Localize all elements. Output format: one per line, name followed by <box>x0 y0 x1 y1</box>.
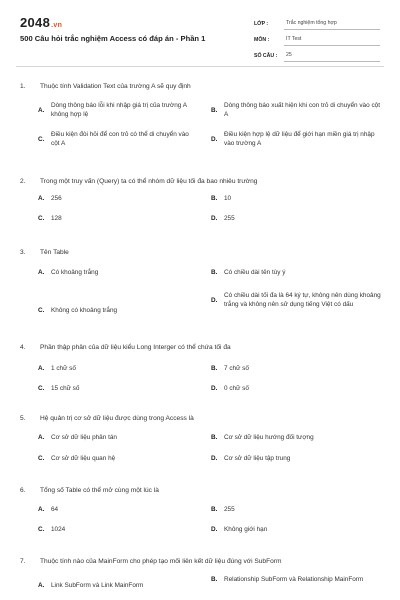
question-text: Trong một truy vấn (Query) ta có thể nhóm dữ liệu tối đa bao nhiêu trường <box>40 178 258 185</box>
option-letter: B. <box>211 365 218 372</box>
option-b[interactable] <box>211 433 383 442</box>
option-d[interactable] <box>211 214 383 223</box>
question-header <box>20 177 382 186</box>
option-c[interactable] <box>38 130 198 148</box>
option-text: 256 <box>51 195 62 202</box>
option-letter: C. <box>38 135 45 143</box>
option-text: Link SubForm và Link MainForm <box>51 582 144 589</box>
question-item <box>20 414 382 469</box>
question-item <box>20 557 382 596</box>
document-title: 500 Câu hỏi trắc nghiệm Access có đáp án - Phần 1 <box>20 34 206 43</box>
option-letter: C. <box>38 385 45 392</box>
question-number: 2. <box>20 178 26 185</box>
option-letter: A. <box>38 195 45 202</box>
meta-row-class <box>254 14 380 30</box>
document-meta <box>254 14 380 62</box>
option-d[interactable] <box>211 130 383 148</box>
option-a[interactable] <box>38 433 198 442</box>
option-text: 15 chữ số <box>51 385 80 392</box>
meta-value: Trắc nghiệm tổng hợp <box>284 20 380 30</box>
question-number: 6. <box>20 487 26 494</box>
question-header <box>20 82 382 91</box>
option-letter: A. <box>38 269 45 276</box>
document-header <box>0 0 400 66</box>
option-text: 1 chữ số <box>51 365 76 372</box>
option-letter: C. <box>38 307 45 314</box>
option-text: 255 <box>224 215 235 222</box>
option-text: Dòng thông báo xuất hiện khi con trỏ di chuyển vào cột A <box>224 102 380 118</box>
option-c[interactable] <box>38 384 198 393</box>
option-b[interactable] <box>211 101 383 119</box>
option-text: Cơ sở dữ liệu tập trung <box>224 455 291 462</box>
option-text: 10 <box>224 195 232 202</box>
options-grid <box>20 358 382 398</box>
option-d[interactable] <box>211 525 383 534</box>
question-header <box>20 486 382 495</box>
option-text: Có khoảng trắng <box>51 269 99 276</box>
option-text: Có chiều dài tên tùy ý <box>224 269 286 276</box>
question-number: 7. <box>20 558 26 565</box>
option-a[interactable] <box>38 505 198 514</box>
meta-value: IT Test <box>284 36 380 46</box>
option-a[interactable] <box>38 194 198 203</box>
question-item <box>20 343 382 398</box>
meta-value: 25 <box>284 52 380 62</box>
option-letter: C. <box>38 526 45 533</box>
question-header <box>20 414 382 423</box>
question-number: 1. <box>20 83 26 90</box>
option-text: Cơ sở dữ liệu quan hệ <box>51 455 116 462</box>
option-d[interactable] <box>211 291 383 309</box>
meta-row-subject <box>254 30 380 46</box>
option-letter: B. <box>211 269 218 276</box>
question-text: Phần thập phân của dữ liệu kiểu Long Interger có thể chứa tối đa <box>40 344 231 351</box>
option-c[interactable] <box>38 525 198 534</box>
option-text: Điều kiện đòi hỏi để con trỏ có thể di chuyển vào cột A <box>51 131 189 147</box>
options-grid <box>20 97 382 157</box>
question-header <box>20 343 382 352</box>
option-text: 255 <box>224 506 235 513</box>
question-item <box>20 177 382 232</box>
option-c[interactable] <box>38 214 198 223</box>
option-letter: D. <box>211 296 218 304</box>
option-b[interactable] <box>211 194 383 203</box>
options-grid <box>20 263 382 335</box>
logo-text: 2048 <box>20 15 51 30</box>
option-c[interactable] <box>38 306 198 315</box>
option-text: 128 <box>51 215 62 222</box>
option-text: 7 chữ số <box>224 365 249 372</box>
option-letter: D. <box>211 215 218 222</box>
question-text: Tổng số Table có thể mở cùng một lúc là <box>40 487 159 494</box>
question-number: 4. <box>20 344 26 351</box>
question-number: 5. <box>20 415 26 422</box>
question-text: Thuộc tính nào của MainForm cho phép tạo mối liên kết dữ liệu đúng với SubForm <box>40 558 282 565</box>
logo-suffix: .vn <box>51 22 63 29</box>
question-item <box>20 486 382 541</box>
option-letter: B. <box>211 434 218 441</box>
option-text: Relationship SubForm và Relationship MainForm <box>224 576 364 583</box>
options-grid <box>20 429 382 469</box>
option-b[interactable] <box>211 364 383 373</box>
meta-label: SỐ CÂU : <box>254 53 278 59</box>
options-grid <box>20 501 382 541</box>
option-a[interactable] <box>38 268 198 277</box>
option-letter: D. <box>211 455 218 462</box>
meta-row-count <box>254 46 380 62</box>
option-text: Cơ sở dữ liệu phân tán <box>51 434 117 441</box>
options-grid <box>20 572 382 596</box>
question-item <box>20 82 382 157</box>
option-letter: D. <box>211 526 218 533</box>
question-text: Hệ quản trị cơ sở dữ liệu được dùng trong Access là <box>40 415 194 422</box>
option-letter: A. <box>38 106 45 114</box>
option-c[interactable] <box>38 454 198 463</box>
option-letter: D. <box>211 135 218 143</box>
option-letter: A. <box>38 506 45 513</box>
option-text: Không có khoảng trắng <box>51 307 118 314</box>
option-letter: A. <box>38 365 45 372</box>
question-text: Tên Table <box>40 249 69 256</box>
option-letter: B. <box>211 576 218 583</box>
question-header <box>20 248 382 257</box>
option-a[interactable] <box>38 581 198 590</box>
question-item <box>20 248 382 335</box>
option-d[interactable] <box>211 454 383 463</box>
option-letter: A. <box>38 434 45 441</box>
option-a[interactable] <box>38 101 198 119</box>
option-text: Không giới hạn <box>224 526 268 533</box>
option-b[interactable] <box>211 505 383 514</box>
option-text: Dòng thông báo lỗi khi nhập giá trị của trường A không hợp lệ <box>51 102 187 118</box>
option-text: Có chiều dài tối đa là 64 ký tự, không nên dùng khoảng trắng và không nên sử dụng tiếng Việt có dấu <box>224 292 381 308</box>
option-text: Cơ sở dữ liệu hướng đối tượng <box>224 434 314 441</box>
option-text: 64 <box>51 506 59 513</box>
option-text: 0 chữ số <box>224 385 249 392</box>
option-b[interactable] <box>211 575 383 584</box>
meta-label: LỚP : <box>254 21 269 27</box>
option-letter: B. <box>211 195 218 202</box>
question-header <box>20 557 382 566</box>
option-text: Điều kiện hợp lệ dữ liệu để giới hạn miền giá trị nhập vào trường A <box>224 131 375 147</box>
option-b[interactable] <box>211 268 383 277</box>
meta-label: MÔN : <box>254 37 270 43</box>
header-divider <box>16 66 384 67</box>
option-a[interactable] <box>38 364 198 373</box>
option-d[interactable] <box>211 384 383 393</box>
options-grid <box>20 192 382 232</box>
option-letter: A. <box>38 582 45 589</box>
option-letter: B. <box>211 106 218 114</box>
option-text: 1024 <box>51 526 66 533</box>
question-text: Thuộc tính Validation Text của trường A sẽ quy định <box>40 83 191 90</box>
question-number: 3. <box>20 249 26 256</box>
option-letter: C. <box>38 215 45 222</box>
option-letter: C. <box>38 455 45 462</box>
option-letter: D. <box>211 385 218 392</box>
site-logo[interactable] <box>20 15 62 30</box>
option-letter: B. <box>211 506 218 513</box>
